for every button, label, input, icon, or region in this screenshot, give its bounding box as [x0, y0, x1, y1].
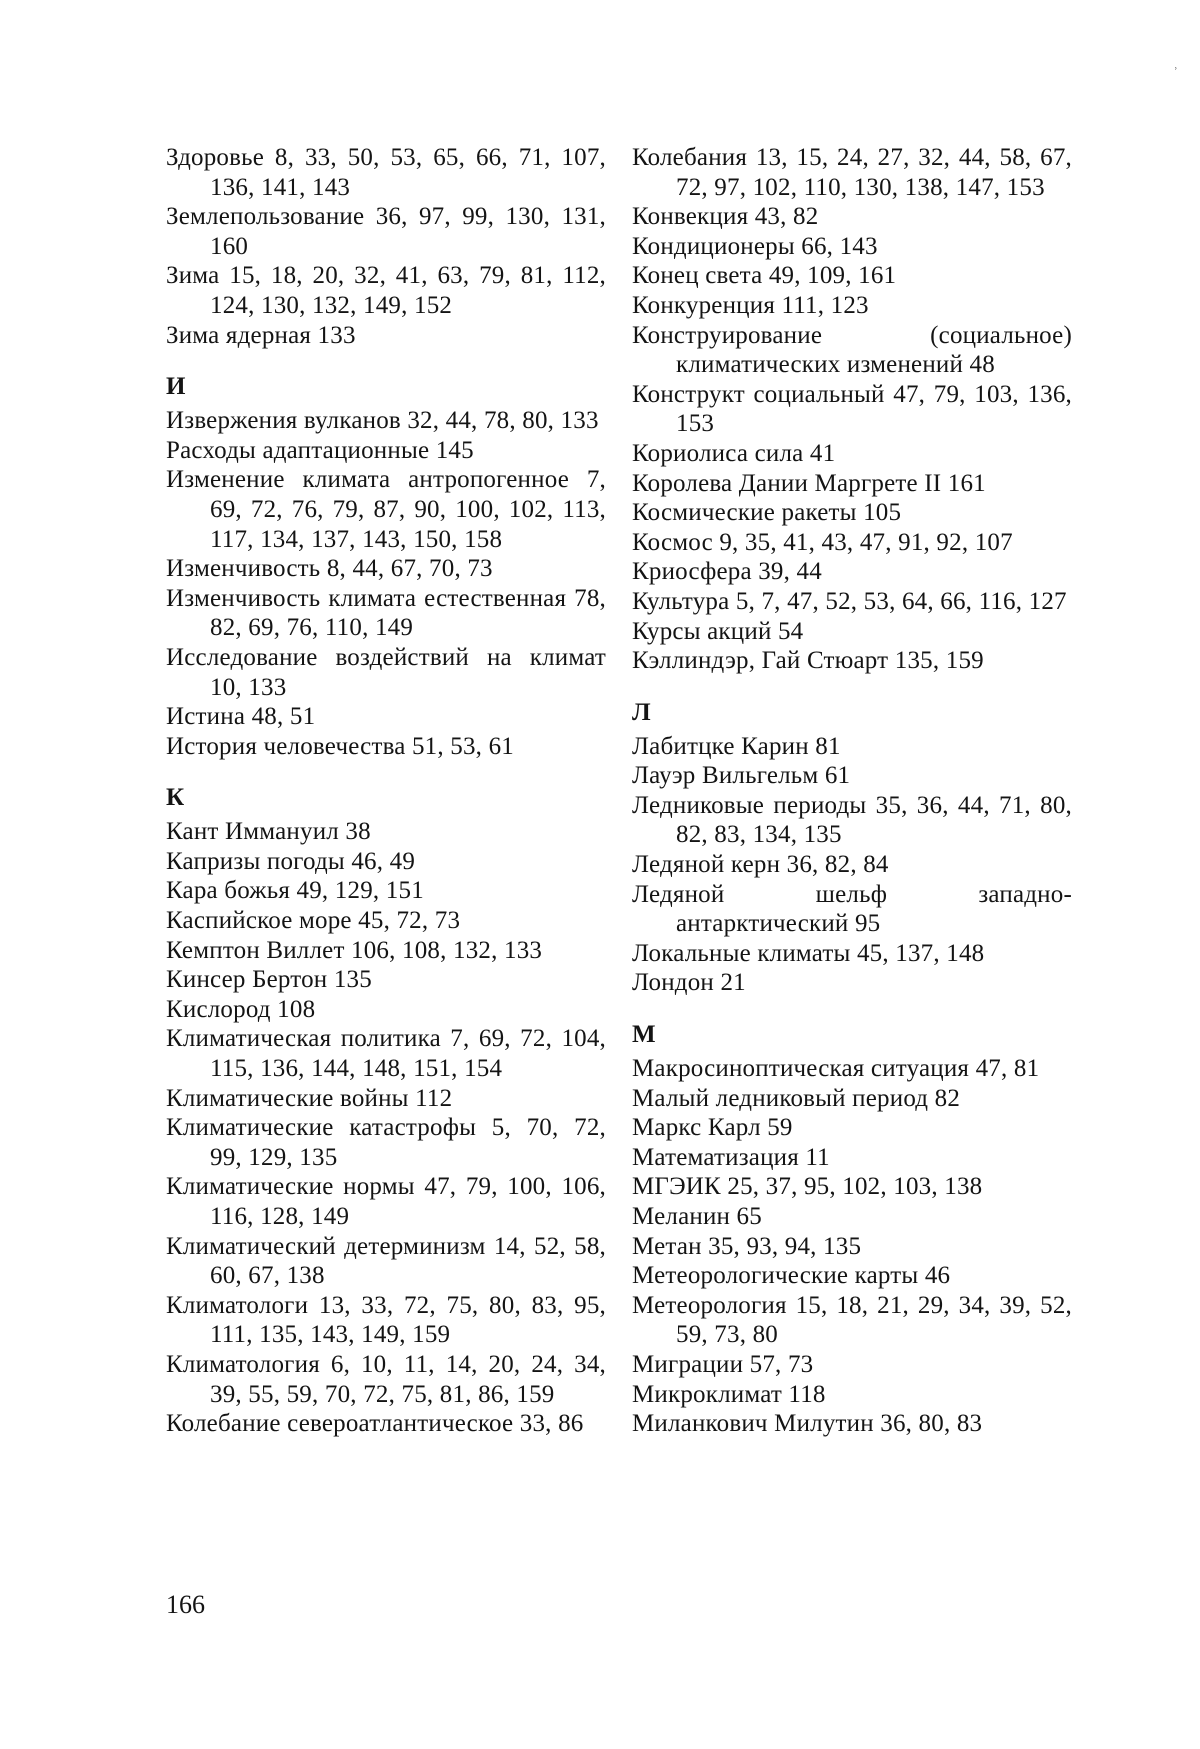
index-entry: Математизация 11	[632, 1143, 830, 1171]
index-entry: Каспийское море 45, 72, 73	[166, 907, 461, 935]
index-entry: Кислород 108	[166, 995, 316, 1023]
index-entry: Культура 5, 7, 47, 52, 53, 64, 66, 116, 127	[632, 587, 1067, 615]
index-entry: Климатический детерминизм 14, 52, 58, 60, 67, 138	[166, 1232, 606, 1290]
index-entry: Кара божья 49, 129, 151	[166, 877, 424, 905]
section-letter-heading: М	[632, 1021, 656, 1049]
index-entry: Кемптон Виллет 106, 108, 132, 133	[166, 936, 543, 964]
index-entry: Исследование воздействий на климат 10, 133	[166, 643, 606, 701]
index-entry: Конвекция 43, 82	[632, 203, 819, 231]
index-entry: Изменчивость 8, 44, 67, 70, 73	[166, 555, 493, 583]
corner-mark: ʾ	[1173, 66, 1178, 81]
index-entry: Капризы погоды 46, 49	[166, 847, 416, 875]
index-entry: Макросиноптическая ситуация 47, 81	[632, 1055, 1040, 1083]
index-section	[166, 372, 606, 761]
index-entry: Кориолиса сила 41	[632, 439, 836, 467]
index-entry: Землепользование 36, 97, 99, 130, 131, 160	[166, 203, 606, 260]
section-letter-heading: Л	[632, 698, 651, 726]
index-section	[166, 143, 606, 350]
section-letter-heading: И	[166, 373, 186, 401]
index-entry: Кондиционеры 66, 143	[632, 232, 878, 260]
index-entry: Конструирование (социальное) климатических изменений 48	[632, 321, 1072, 379]
index-entry: Курсы акций 54	[632, 617, 804, 645]
index-column-left	[166, 143, 606, 1439]
index-entry: Криосфера 39, 44	[632, 558, 822, 586]
index-entry: Космические ракеты 105	[632, 499, 902, 527]
index-entry: Здоровье 8, 33, 50, 53, 65, 66, 71, 107, 136, 141, 143	[166, 144, 606, 201]
index-entry: Изменчивость климата естественная 78, 82, 69, 76, 110, 149	[166, 584, 606, 642]
index-entry: Миграции 57, 73	[632, 1350, 814, 1378]
index-entry: Колебание североатлантическое 33, 86	[166, 1410, 584, 1438]
index-entry: Истина 48, 51	[166, 703, 316, 731]
index-entry: Лондон 21	[632, 969, 746, 997]
index-entry: Кант Иммануил 38	[166, 818, 371, 846]
index-entry: Королева Дании Маргрете II 161	[632, 469, 986, 497]
section-letter-heading: К	[166, 784, 185, 812]
index-entry: Маркс Карл 59	[632, 1114, 793, 1142]
index-entry: Климатологи 13, 33, 72, 75, 80, 83, 95, 111, 135, 143, 149, 159	[166, 1291, 606, 1349]
index-entry: Зима 15, 18, 20, 32, 41, 63, 79, 81, 112, 124, 130, 132, 149, 152	[166, 262, 606, 319]
index-entry: Колебания 13, 15, 24, 27, 32, 44, 58, 67, 72, 97, 102, 110, 130, 138, 147, 153	[632, 144, 1072, 201]
index-section	[166, 783, 606, 1438]
index-entry: Лабитцке Карин 81	[632, 732, 841, 760]
index-entry: Конструкт социальный 47, 79, 103, 136, 153	[632, 380, 1072, 438]
index-entry: Лауэр Вильгельм 61	[632, 762, 851, 790]
index-entry: История человечества 51, 53, 61	[166, 732, 514, 760]
index-entry: Микроклимат 118	[632, 1380, 826, 1408]
index-entry: Ледяной керн 36, 82, 84	[632, 851, 889, 879]
index-entry: Климатические нормы 47, 79, 100, 106, 116, 128, 149	[166, 1173, 606, 1230]
index-entry: Изменение климата антропогенное 7, 69, 72, 76, 79, 87, 90, 100, 102, 113, 117, 134, 137, 143, 150, 158	[166, 466, 606, 553]
index-entry: Зима ядерная 133	[166, 321, 356, 349]
index-section	[632, 698, 1072, 998]
page-number: 166	[166, 1590, 205, 1619]
index-entry: Космос 9, 35, 41, 43, 47, 91, 92, 107	[632, 528, 1013, 556]
index-entry: МГЭИК 25, 37, 95, 102, 103, 138	[632, 1173, 983, 1201]
index-section	[632, 143, 1072, 676]
index-entry: Ледяной шельф западно-антарктический 95	[632, 880, 1072, 938]
index-entry: Малый ледниковый период 82	[632, 1084, 961, 1112]
index-entry: Миланкович Милутин 36, 80, 83	[632, 1410, 983, 1438]
index-entry: Меланин 65	[632, 1203, 762, 1230]
index-entry: Локальные климаты 45, 137, 148	[632, 939, 985, 967]
index-entry: Метеорология 15, 18, 21, 29, 34, 39, 52, 59, 73, 80	[632, 1291, 1072, 1349]
index-column-right	[632, 143, 1072, 1439]
index-entry: Метеорологические карты 46	[632, 1262, 951, 1290]
index-entry: Климатические катастрофы 5, 70, 72, 99, 129, 135	[166, 1114, 606, 1171]
index-entry: Климатология 6, 10, 11, 14, 20, 24, 34, 39, 55, 59, 70, 72, 75, 81, 86, 159	[166, 1350, 606, 1408]
index-entry: Климатическая политика 7, 69, 72, 104, 115, 136, 144, 148, 151, 154	[166, 1025, 606, 1083]
index-entry: Извержения вулканов 32, 44, 78, 80, 133	[166, 407, 599, 435]
index-entry: Кэллиндэр, Гай Стюарт 135, 159	[632, 647, 984, 675]
index-entry: Конец света 49, 109, 161	[632, 262, 897, 290]
index-entry: Конкуренция 111, 123	[632, 291, 869, 319]
index-section	[632, 1020, 1072, 1439]
index-entry: Ледниковые периоды 35, 36, 44, 71, 80, 82, 83, 134, 135	[632, 791, 1072, 849]
index-entry: Кинсер Бертон 135	[166, 966, 372, 994]
index-entry: Расходы адаптационные 145	[166, 436, 474, 464]
index-entry: Климатические войны 112	[166, 1084, 453, 1112]
index-entry: Метан 35, 93, 94, 135	[632, 1232, 862, 1260]
